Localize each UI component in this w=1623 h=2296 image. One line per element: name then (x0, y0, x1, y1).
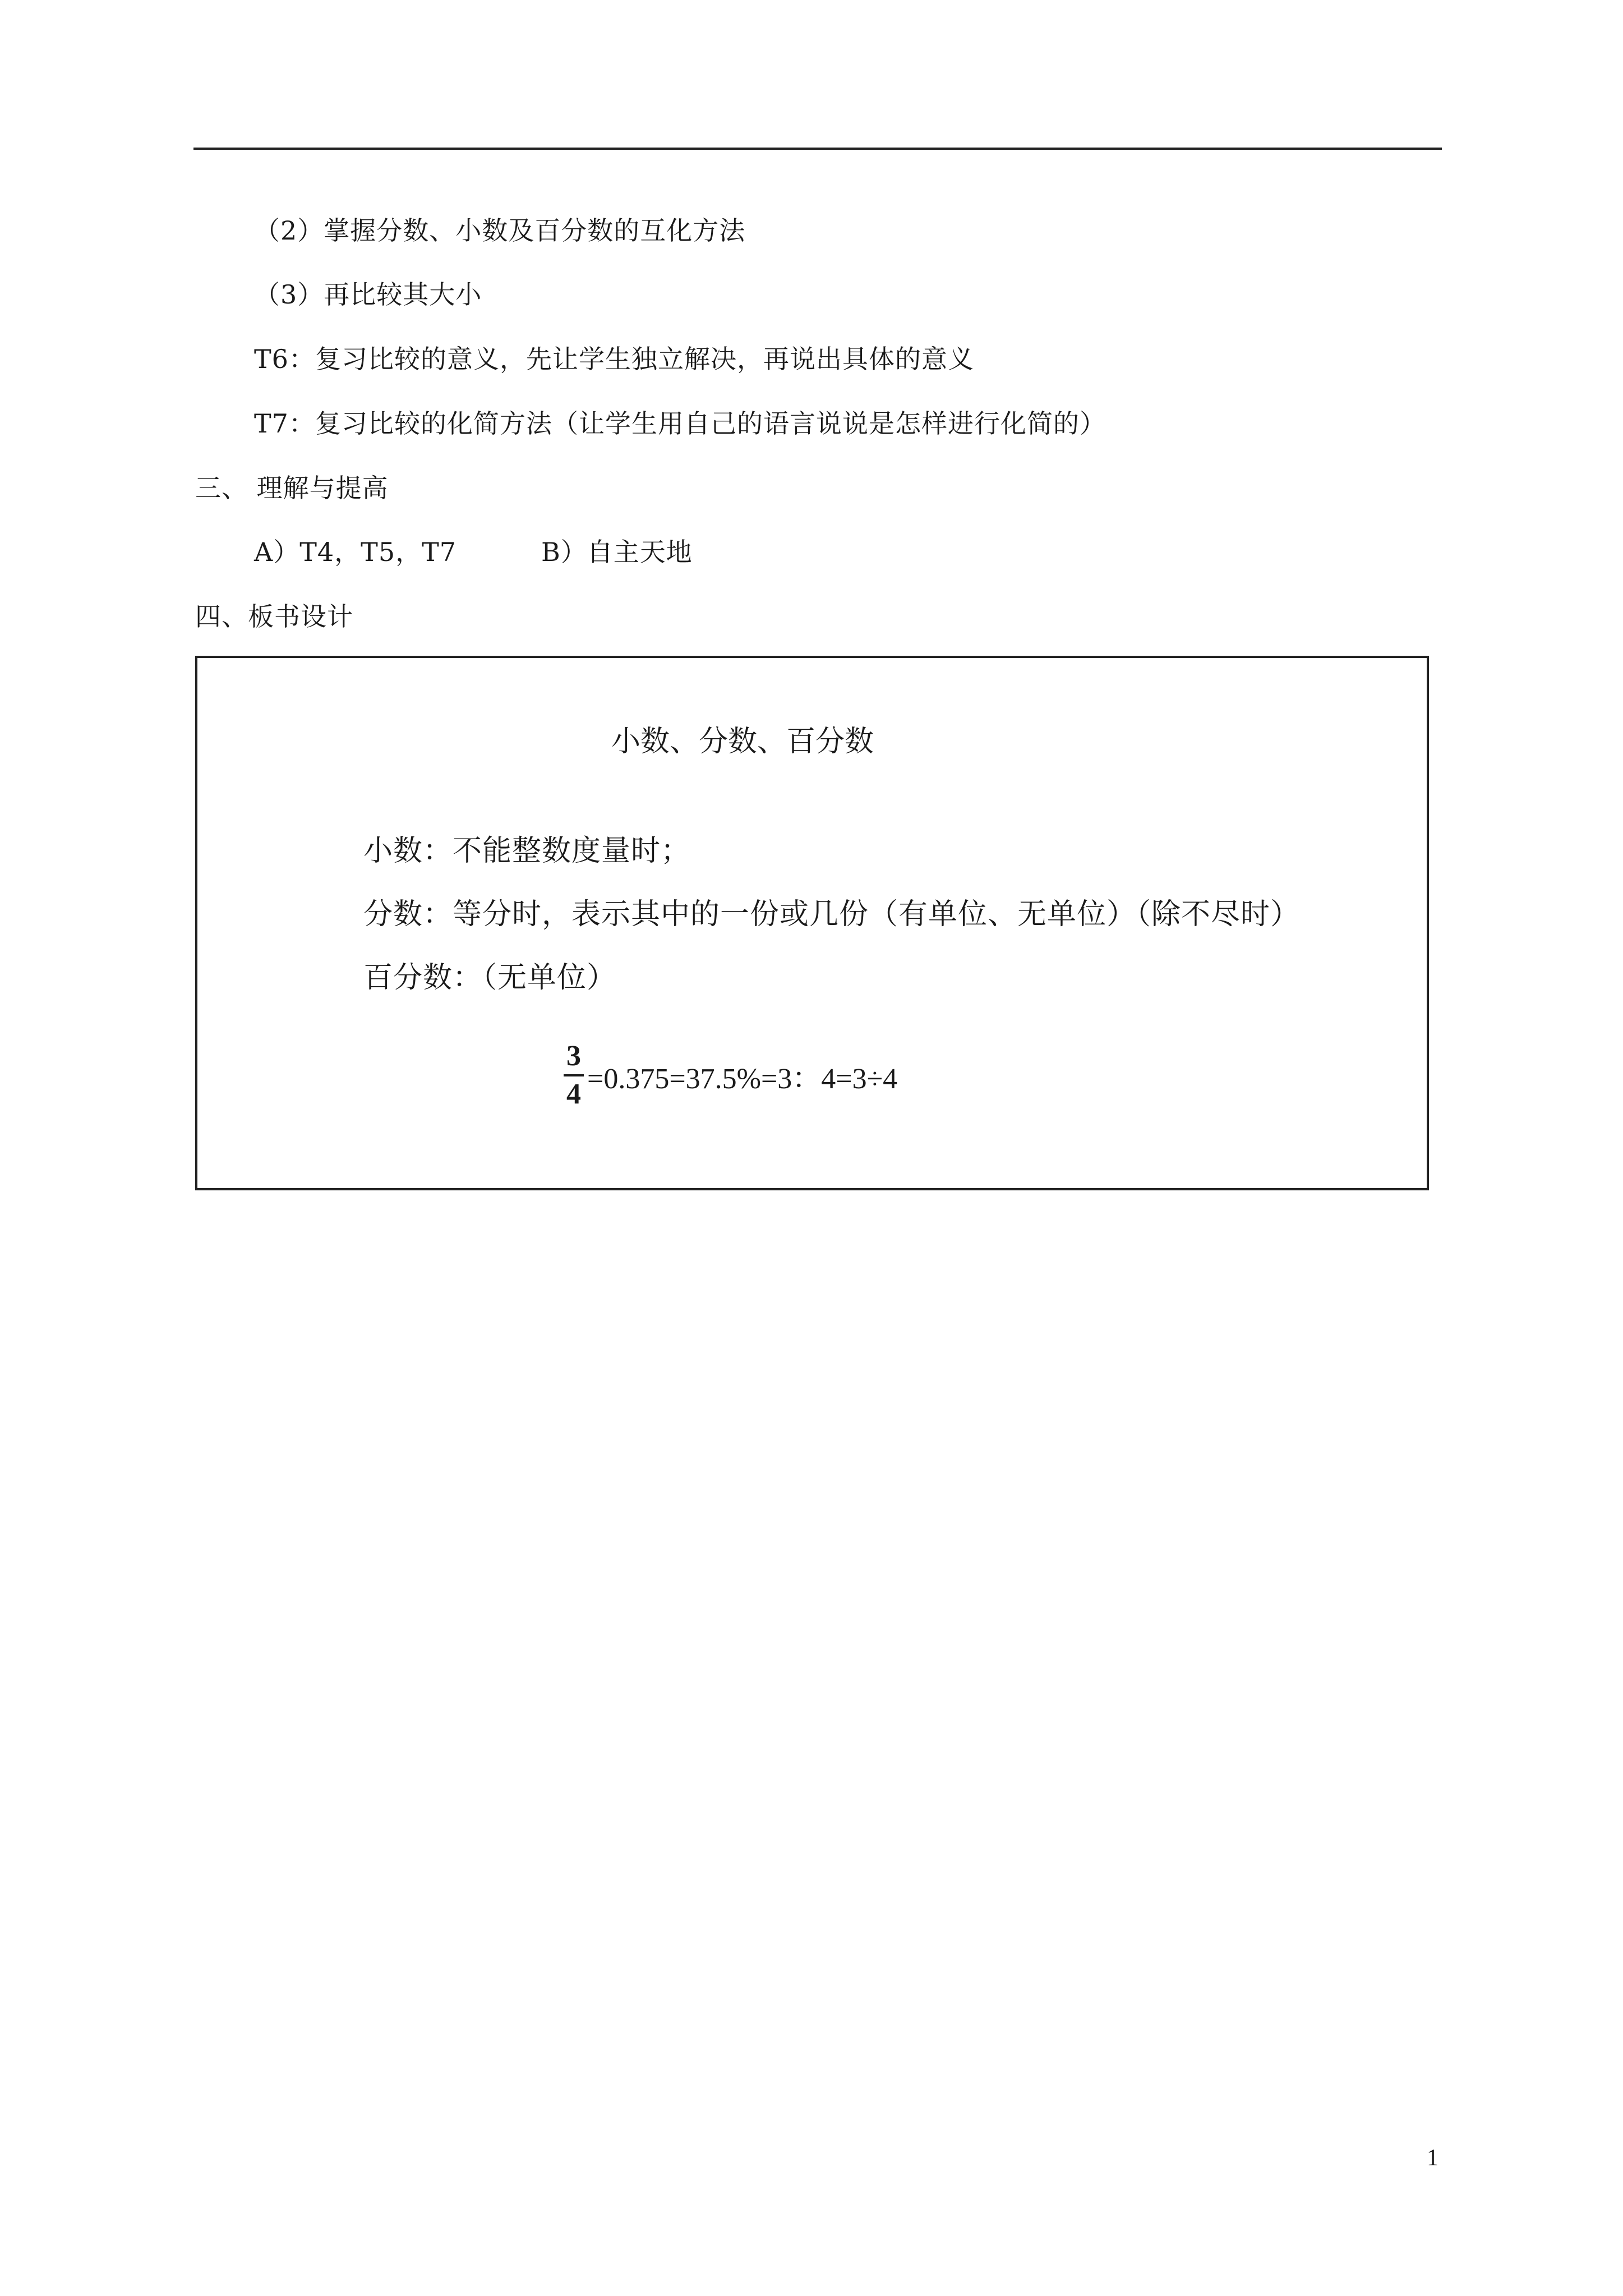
page-number: 1 (1427, 2145, 1438, 2171)
board-percent-definition: 百分数：（无单位） (363, 961, 617, 995)
board-fraction-definition: 分数：等分时，表示其中的一份或几份（有单位、无单位）（除不尽时） (363, 898, 1301, 931)
board-decimal-definition: 小数：不能整数度量时； (363, 834, 691, 868)
board-formula (564, 1039, 897, 1112)
tasks-group-a: A）T4，T5，T7 (254, 537, 457, 567)
fraction (564, 1041, 584, 1110)
task-t7: T7：复习比较的化简方法（让学生用自己的语言说说是怎样进行化简的） (254, 408, 1106, 439)
objective-item-3: （3）再比较其大小 (254, 279, 482, 310)
task-t6: T6：复习比较的意义，先让学生独立解决，再说出具体的意义 (254, 344, 974, 374)
fraction-numerator: 3 (566, 1040, 581, 1072)
tasks-group-b: B）自主天地 (541, 537, 693, 567)
board-title: 小数、分数、百分数 (611, 725, 874, 758)
header-rule (193, 148, 1442, 150)
section-heading-4: 四、板书设计 (195, 601, 353, 632)
fraction-bar (564, 1074, 584, 1076)
objective-item-2: （2）掌握分数、小数及百分数的互化方法 (254, 215, 746, 246)
section-heading-3: 三、 理解与提高 (195, 473, 389, 503)
fraction-denominator: 4 (566, 1078, 581, 1110)
formula-equalities: =0.375=37.5%=3：4=3÷4 (587, 1062, 898, 1095)
